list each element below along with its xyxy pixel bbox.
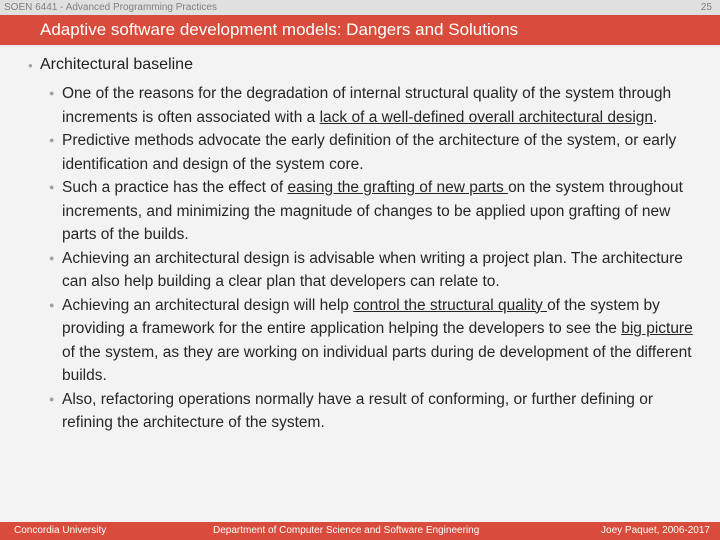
list-item [49,388,702,435]
footer-university: Concordia University [14,525,107,536]
bullet-marker: ● [49,252,55,263]
footer-bar [0,522,720,540]
slide-title: Adaptive software development models: Dangers and Solutions [40,20,519,39]
list-item [49,82,702,129]
underlined-text: control the structural quality [353,296,548,314]
section-heading: Architectural baseline [40,56,193,73]
list-item [49,176,702,247]
underlined-text: big picture [621,320,693,337]
page-number: 25 [700,2,712,13]
bullet-marker: ● [49,393,55,404]
bullet-marker: ● [49,88,55,98]
underlined-text: easing the grafting of new parts [287,179,509,196]
bullet-list [49,82,702,435]
text-run: . [653,108,658,126]
text-run: of the system by providing a framework for the entire application helping the developers to see the [62,296,660,337]
footer-author: Joey Paquet, 2006-2017 [601,525,710,536]
text-run: Such a practice has the effect of [62,179,288,196]
footer-department: Department of Computer Science and Software Engineering [213,525,480,536]
slide-content [0,52,720,517]
text-run: Achieving an architectural design will help [62,296,354,314]
text-run: One of the reasons for the degradation of internal structural quality of the system through increments is often associated with a [62,85,672,126]
bullet-marker: ● [49,299,55,310]
course-name: SOEN 6441 - Advanced Programming Practices [4,2,217,13]
bullet-marker: ● [49,135,55,145]
bullet-marker: ● [28,61,33,70]
text-run: on the system throughout increments, and minimizing the magnitude of changes to be applied upon grafting of new parts of the builds. [62,179,683,243]
top-bar [0,0,720,15]
underlined-text: lack of a well-defined overall architectural design [319,108,654,126]
list-item [49,129,702,176]
list-item [49,294,702,388]
text-run: Also, refactoring operations normally have a result of conforming, or further defining or refining the architecture of the system. [62,390,654,431]
text-run: Achieving an architectural design is advisable when writing a project plan. The architecture can also help building a clear plan that developers can relate to. [62,249,683,290]
list-item [49,247,702,294]
text-run: of the system, as they are working on individual parts during de development of the different builds. [62,343,692,384]
text-run: Predictive methods advocate the early definition of the architecture of the system, or early identification and design of the system core. [62,132,677,173]
title-bar [0,15,720,47]
bullet-marker: ● [49,182,55,192]
